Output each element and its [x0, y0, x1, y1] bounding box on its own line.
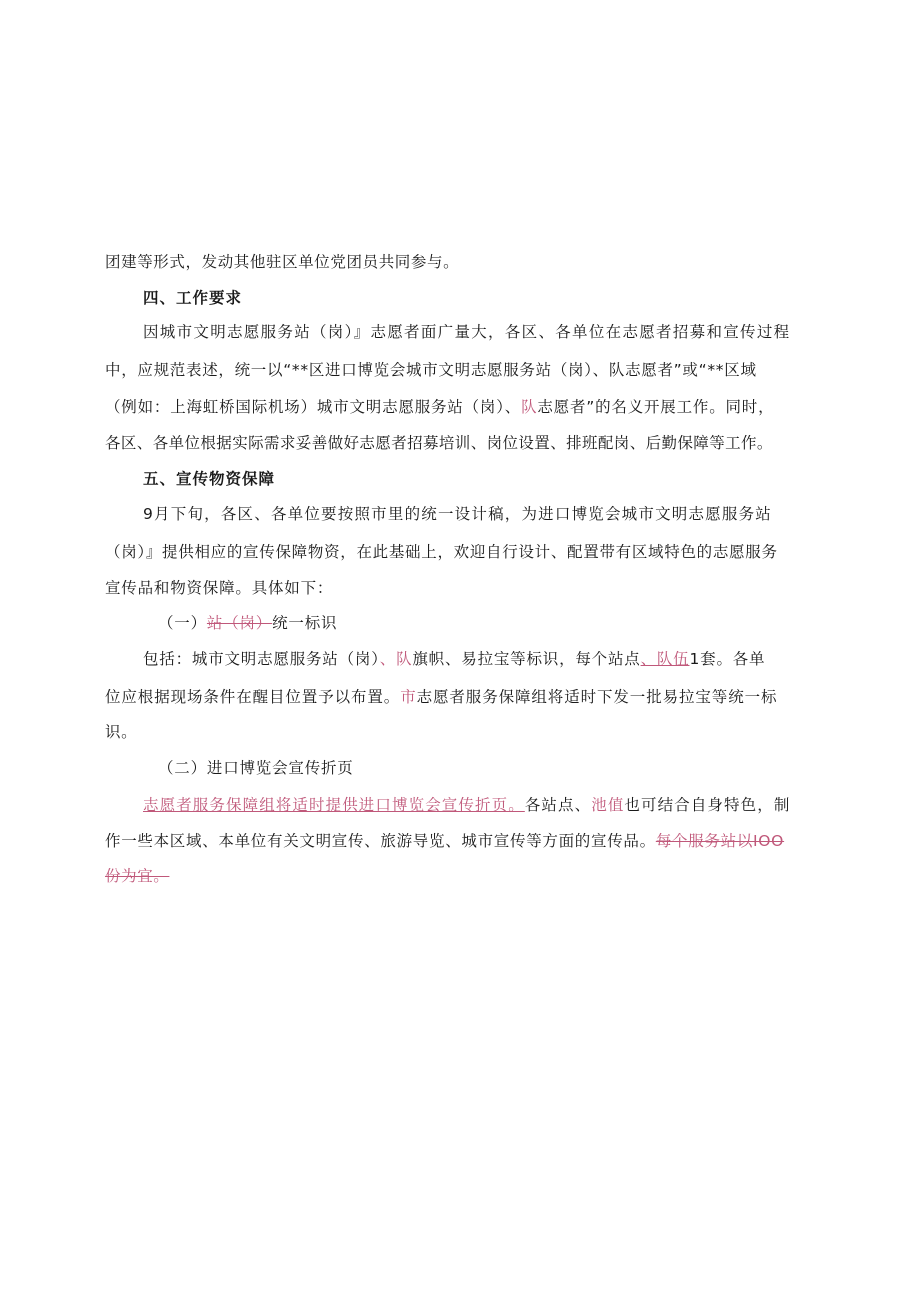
- text-run: （一）: [158, 614, 207, 632]
- text-run: 1套。各单: [689, 650, 766, 668]
- paragraph-line: 宣传品和物资保障。具体如下：: [105, 579, 334, 597]
- text-run: 志愿者服务保障组将适时下发一批易拉宝等统一标: [416, 688, 778, 706]
- paragraph-line: [105, 831, 784, 851]
- paragraph-line: 因城市文明志愿服务站（岗）』志愿者面广量大，各区、各单位在志愿者招募和宣传过程: [143, 323, 791, 341]
- text-run: 志愿者”的名义开展工作。同时，: [537, 398, 775, 416]
- revision-deleted-text: 份为宜。: [105, 867, 170, 885]
- text-run: 包括：城市文明志愿服务站（岗）: [143, 650, 380, 668]
- subsection-heading-2: （二）进口博览会宣传折页: [158, 759, 354, 777]
- revision-deleted-text: 站（岗）: [206, 614, 273, 632]
- paragraph-line: [143, 649, 765, 669]
- revision-inserted-text: 、队: [379, 650, 413, 668]
- paragraph-line: [105, 397, 774, 417]
- revision-inserted-text: 志愿者服务保障组将适时提供进口博览会宣传折页。: [143, 796, 525, 814]
- text-run: 位应根据现场条件在醒目位置予以布置。: [105, 688, 401, 706]
- text-run: 各站点、: [524, 796, 592, 814]
- paragraph-line: 9月下旬，各区、各单位要按照市里的统一设计稿，为进口博览会城市文明志愿服务站: [143, 505, 772, 523]
- paragraph-line: 中，应规范表述，统一以“**区进口博览会城市文明志愿服务站（岗）、队志愿者”或“**区域: [105, 361, 757, 379]
- revision-inserted-text: 队: [521, 398, 538, 416]
- revision-deleted-text: 每个服务站以IOO: [655, 832, 785, 850]
- text-run: 也可结合自身特色，制: [624, 796, 791, 814]
- paragraph-line: [143, 795, 790, 815]
- revision-inserted-text: 池值: [591, 796, 625, 814]
- revision-inserted-text: 、队伍: [640, 650, 690, 668]
- text-run: 作一些本区域、本单位有关文明宣传、旅游导览、城市宣传等方面的宣传品。: [105, 832, 656, 850]
- section-heading-4: 四、工作要求: [143, 289, 243, 307]
- paragraph-line: 各区、各单位根据实际需求妥善做好志愿者招募培训、岗位设置、排班配岗、后勤保障等工作。: [105, 434, 773, 452]
- paragraph-line: 团建等形式，发动其他驻区单位党团员共同参与。: [105, 253, 460, 271]
- revision-inserted-text: 市: [400, 688, 417, 706]
- subsection-heading-1: [158, 613, 337, 633]
- section-heading-5: 五、宣传物资保障: [143, 470, 276, 488]
- text-run: 旗帜、易拉宝等标识，每个站点: [412, 650, 641, 668]
- text-run: 统一标识: [272, 614, 338, 632]
- paragraph-line: [105, 687, 777, 707]
- text-run: （例如：上海虹桥国际机场）城市文明志愿服务站（岗）、: [105, 398, 522, 416]
- paragraph-line: 识。: [105, 723, 138, 741]
- paragraph-line: （岗）』提供相应的宣传保障物资，在此基础上，欢迎自行设计、配置带有区域特色的志愿服务: [105, 543, 778, 561]
